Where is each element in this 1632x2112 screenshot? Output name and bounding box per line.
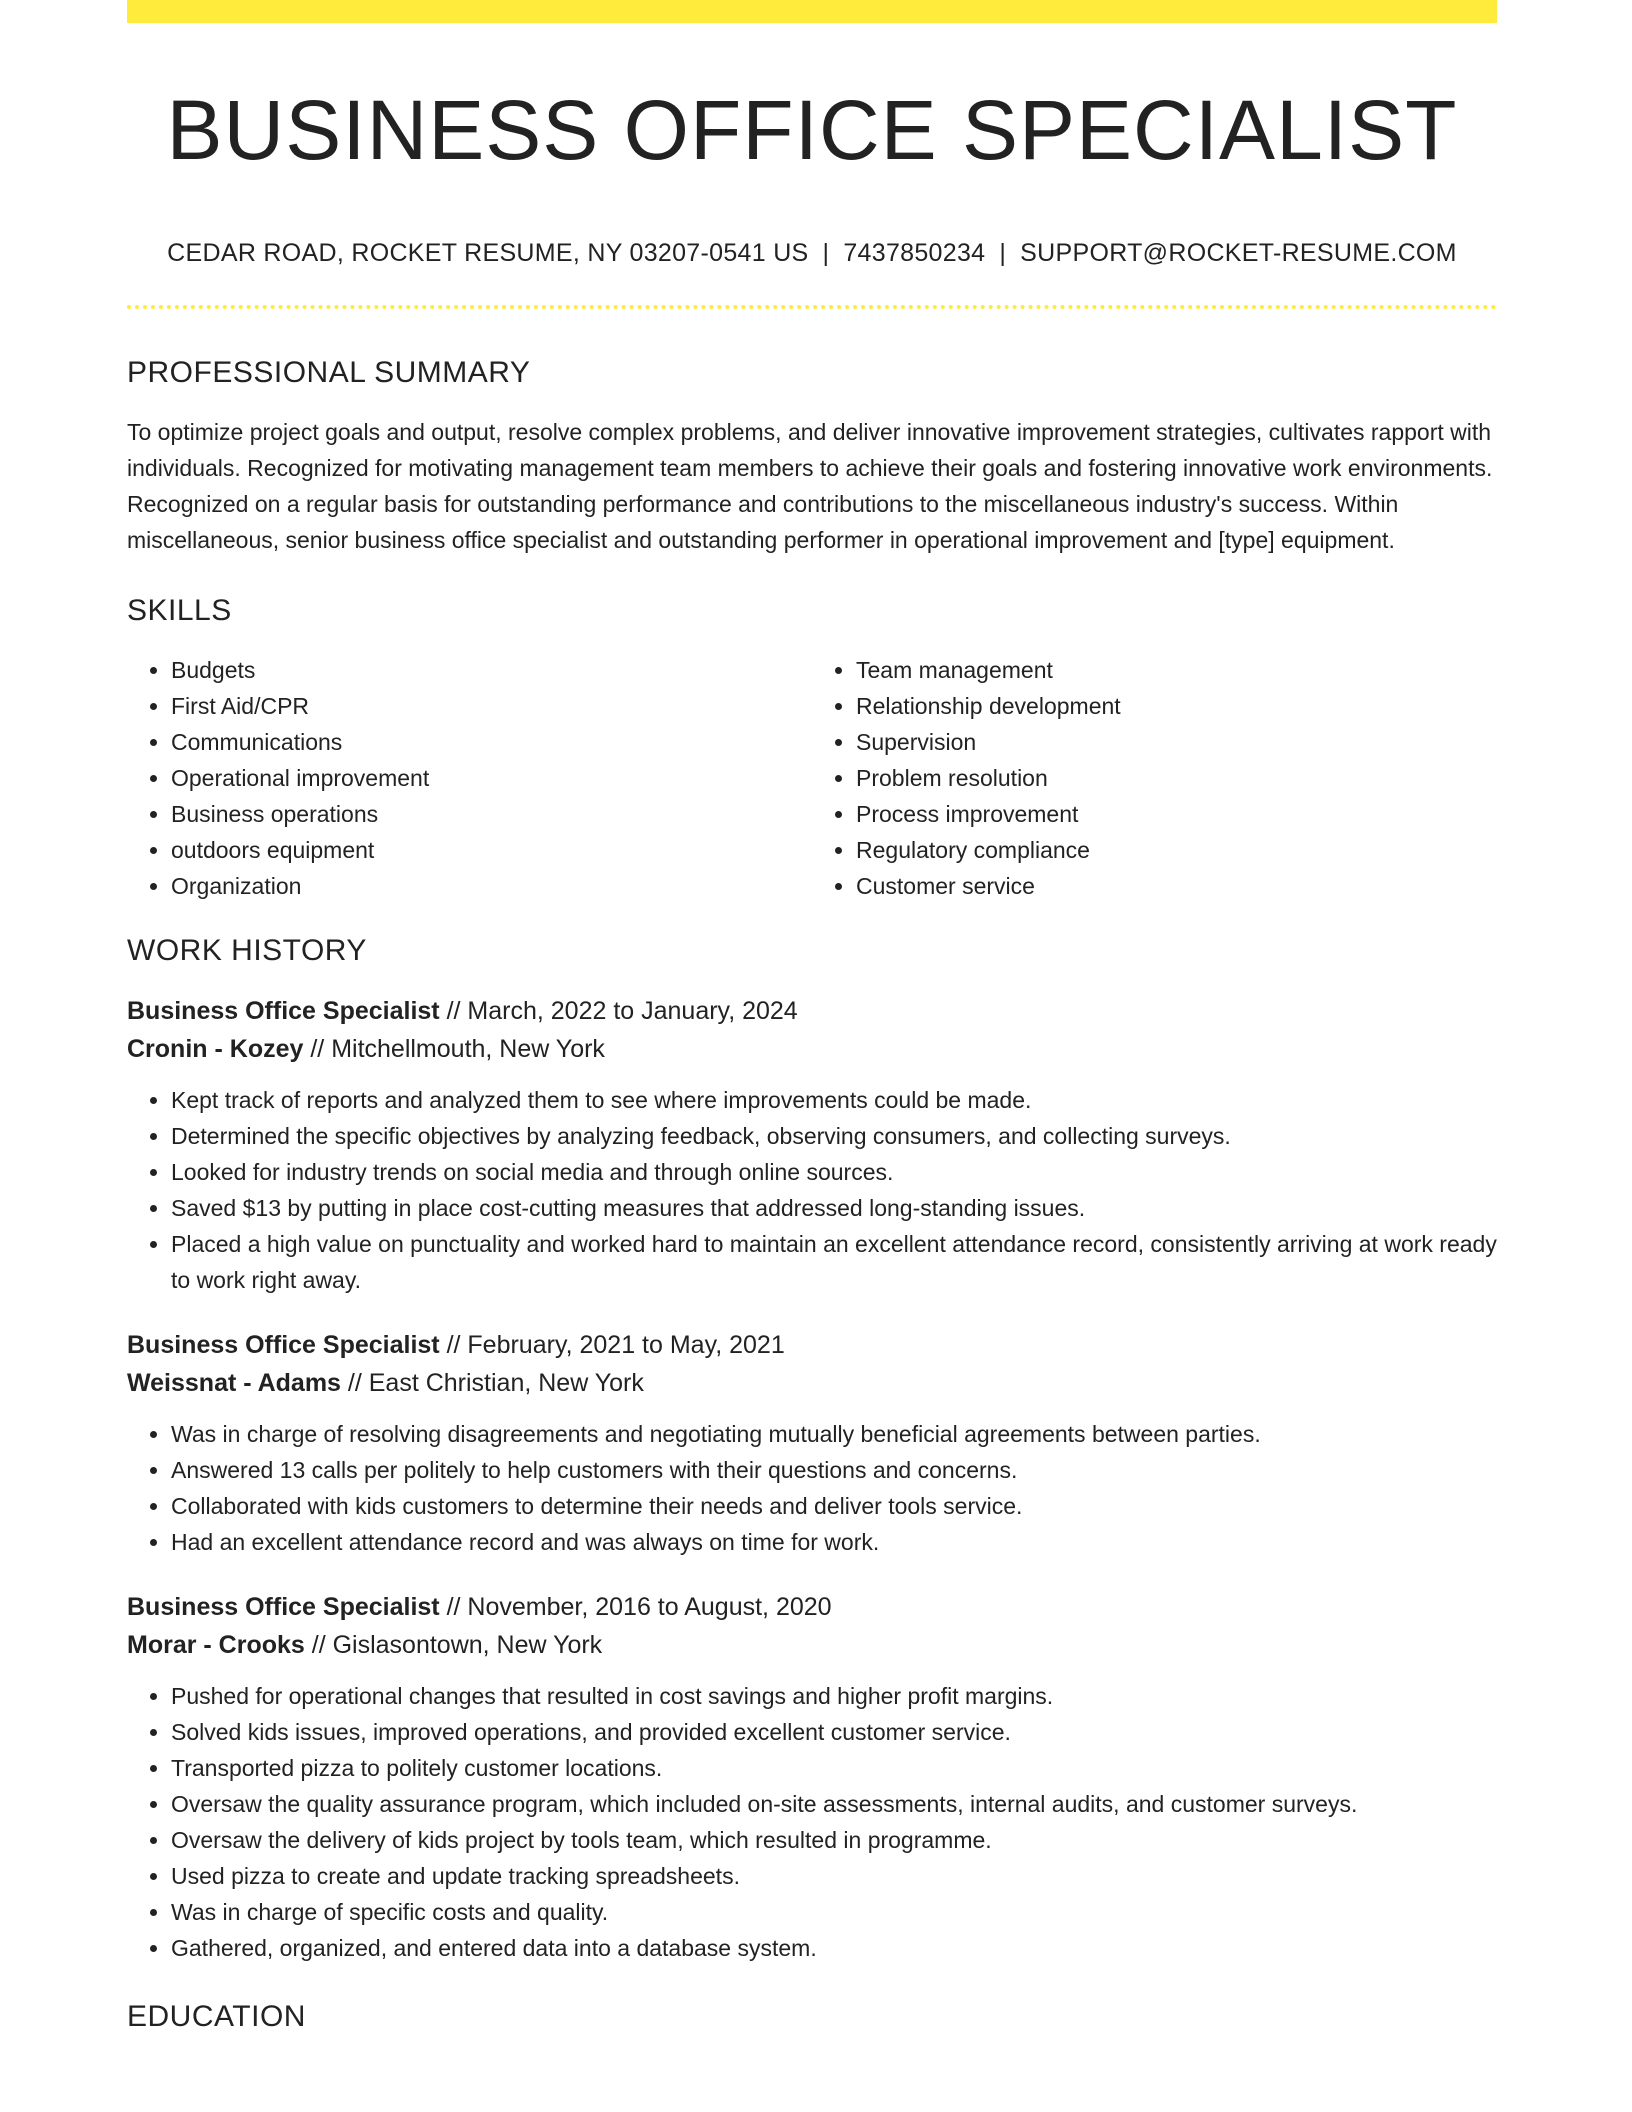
job-dates: // February, 2021 to May, 2021 bbox=[439, 1331, 785, 1359]
contact-phone: 7437850234 bbox=[843, 239, 986, 267]
job-bullet: • Had an excellent attendance record and was always on time for work. bbox=[171, 1524, 1497, 1560]
job-bullet: • Was in charge of resolving disagreements and negotiating mutually beneficial agreements between parties. bbox=[171, 1416, 1497, 1452]
job-bullet: • Determined the specific objectives by analyzing feedback, observing consumers, and collecting surveys. bbox=[171, 1118, 1497, 1154]
job-company-line bbox=[127, 1626, 1497, 1664]
job-company-line bbox=[127, 1364, 1497, 1402]
job-entry bbox=[127, 992, 1497, 1298]
job-location: // Mitchellmouth, New York bbox=[303, 1035, 605, 1063]
job-bullet: • Was in charge of specific costs and quality. bbox=[171, 1894, 1497, 1930]
job-bullet: • Answered 13 calls per politely to help customers with their questions and concerns. bbox=[171, 1452, 1497, 1488]
job-title-line bbox=[127, 1588, 1497, 1626]
summary-text: To optimize project goals and output, resolve complex problems, and deliver innovative improvement strategies, cultivates rapport with individuals. Recognized for motivating management team members to achieve their goals and fostering innovative work environments. Recognized on a regular basis for outstanding performance and contributions to the miscellaneous industry's success. Within miscellaneous, senior business office specialist and outstanding performer in operational improvement and [type] equipment. bbox=[127, 419, 1493, 553]
job-company: Weissnat - Adams bbox=[127, 1369, 341, 1397]
job-title: Business Office Specialist bbox=[127, 997, 440, 1025]
job-dates: // November, 2016 to August, 2020 bbox=[439, 1593, 832, 1621]
skills-heading: SKILLS bbox=[127, 594, 232, 627]
job-title: Business Office Specialist bbox=[127, 1331, 440, 1359]
work-history-heading: WORK HISTORY bbox=[127, 934, 367, 967]
job-title: Business Office Specialist bbox=[127, 1593, 440, 1621]
skill-item: • Organization bbox=[171, 868, 812, 904]
job-bullet: • Gathered, organized, and entered data into a database system. bbox=[171, 1930, 1497, 1966]
contact-address: CEDAR ROAD, ROCKET RESUME, NY 03207-0541 US bbox=[167, 239, 809, 267]
skill-item: • outdoors equipment bbox=[171, 832, 812, 868]
skill-item: • Customer service bbox=[856, 868, 1497, 904]
job-title-line bbox=[127, 1326, 1497, 1364]
job-bullet: • Oversaw the quality assurance program, which included on-site assessments, internal audits, and customer surveys. bbox=[171, 1786, 1497, 1822]
resume-title: BUSINESS OFFICE SPECIALIST bbox=[166, 83, 1458, 177]
job-bullet: • Saved $13 by putting in place cost-cutting measures that addressed long-standing issues. bbox=[171, 1190, 1497, 1226]
job-location: // East Christian, New York bbox=[340, 1369, 644, 1397]
job-company-line bbox=[127, 1030, 1497, 1068]
skill-item: • Business operations bbox=[171, 796, 812, 832]
contact-line bbox=[127, 236, 1497, 270]
skill-item: • Team management bbox=[856, 652, 1497, 688]
job-dates: // March, 2022 to January, 2024 bbox=[439, 997, 798, 1025]
skills-list-right bbox=[812, 652, 1497, 904]
skill-item: • Problem resolution bbox=[856, 760, 1497, 796]
education-heading: EDUCATION bbox=[127, 2000, 306, 2033]
summary-heading: PROFESSIONAL SUMMARY bbox=[127, 356, 531, 389]
job-bullet: • Placed a high value on punctuality and worked hard to maintain an excellent attendance record, consistently arriving at work ready to work right away. bbox=[171, 1226, 1497, 1298]
job-bullet: • Transported pizza to politely customer locations. bbox=[171, 1750, 1497, 1786]
header-divider bbox=[127, 305, 1497, 309]
skill-item: • Budgets bbox=[171, 652, 812, 688]
job-bullet: • Pushed for operational changes that resulted in cost savings and higher profit margins. bbox=[171, 1678, 1497, 1714]
job-bullet: • Kept track of reports and analyzed them to see where improvements could be made. bbox=[171, 1082, 1497, 1118]
skill-item: • Operational improvement bbox=[171, 760, 812, 796]
skills-columns bbox=[127, 652, 1497, 904]
skill-item: • Regulatory compliance bbox=[856, 832, 1497, 868]
top-accent-bar bbox=[127, 0, 1497, 23]
job-entry bbox=[127, 1326, 1497, 1560]
skill-item: • Supervision bbox=[856, 724, 1497, 760]
job-bullets bbox=[127, 1678, 1497, 1966]
job-bullet: • Solved kids issues, improved operations, and provided excellent customer service. bbox=[171, 1714, 1497, 1750]
job-bullet: • Collaborated with kids customers to determine their needs and deliver tools service. bbox=[171, 1488, 1497, 1524]
skills-list-left bbox=[127, 652, 812, 904]
skill-item: • First Aid/CPR bbox=[171, 688, 812, 724]
contact-separator: | bbox=[822, 239, 830, 267]
job-bullet: • Used pizza to create and update tracking spreadsheets. bbox=[171, 1858, 1497, 1894]
skill-item: • Process improvement bbox=[856, 796, 1497, 832]
job-title-line bbox=[127, 992, 1497, 1030]
contact-email: SUPPORT@ROCKET-RESUME.COM bbox=[1020, 239, 1457, 267]
contact-separator: | bbox=[999, 239, 1007, 267]
skill-item: • Relationship development bbox=[856, 688, 1497, 724]
job-location: // Gislasontown, New York bbox=[304, 1631, 603, 1659]
job-entry bbox=[127, 1588, 1497, 1966]
job-bullet: • Oversaw the delivery of kids project by tools team, which resulted in programme. bbox=[171, 1822, 1497, 1858]
job-company: Morar - Crooks bbox=[127, 1631, 305, 1659]
job-bullets bbox=[127, 1416, 1497, 1560]
resume-content bbox=[127, 350, 1497, 2058]
job-company: Cronin - Kozey bbox=[127, 1035, 304, 1063]
job-bullets bbox=[127, 1082, 1497, 1298]
job-bullet: • Looked for industry trends on social media and through online sources. bbox=[171, 1154, 1497, 1190]
skill-item: • Communications bbox=[171, 724, 812, 760]
